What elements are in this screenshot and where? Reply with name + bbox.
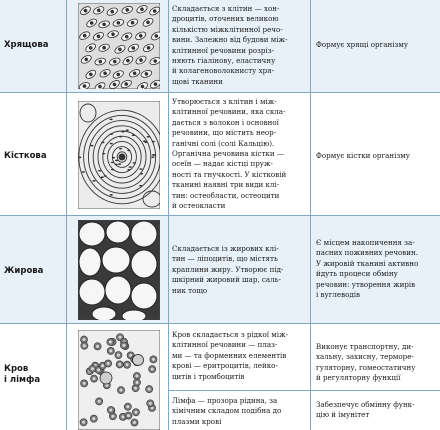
blood-function: Виконує транспортну, ди- хальну, захисну, терморе- гуляторну, гомеостатичну й регуляторну функції xyxy=(316,342,416,383)
column-divider xyxy=(168,0,169,430)
tissue-description: Утворюється з клітин і між- клітинної речовини, яка скла- дається з волокон і основної речовини, що містить неор- ганічні солі (солі Кальцію). Органічна речовина кістки — осеїн — надає кістці пруж- ності та гнучкості. У кістковій тканині наявні три види клі- тин: остеобласти, остеоцити й остеокласти xyxy=(172,97,287,211)
tissue-function: Є місцем накопичення за- пасних поживних речовин. У жировій тканині активно йдуть процеси обміну речовин: утворення жирів і вуглеводів xyxy=(316,238,419,300)
tissue-description: Складається з клітин — хон- дроцитів, оточених великою кількістю міжклітинної речо- вини. Залежно від будови між- клітинної речовини розріз- няють гіалінову, еластичну й колагеноволокнисту хря- щові тканини xyxy=(172,4,288,86)
adipose-image xyxy=(78,220,160,320)
tissue-name: Кісткова xyxy=(4,151,47,161)
tissue-function: Формує хрящі організму xyxy=(316,40,409,49)
blood-description: Кров складається з рідкої між- клітинної речовини — плаз- ми — та форменних елементів крові — еритроцитів, лейко- цитів і тромбоцитів xyxy=(172,330,288,381)
blood-illustration xyxy=(78,330,160,430)
tissue-name: Хрящова xyxy=(4,40,49,50)
cartilage-illustration xyxy=(78,3,160,89)
bone-image xyxy=(78,101,160,209)
column-divider xyxy=(310,0,311,430)
lymph-function: Забезпечує обмінну функ- цію й імунітет xyxy=(316,400,415,420)
tissue-name: Кров і лімфа xyxy=(4,364,41,385)
tissue-name: Жирова xyxy=(4,266,44,276)
blood-lymph-divider xyxy=(168,390,440,391)
bone-illustration xyxy=(78,101,160,209)
cartilage-image xyxy=(78,3,160,89)
column-divider xyxy=(66,0,67,430)
blood-image xyxy=(78,330,160,430)
tissue-description: Складається із жирових клі- тин — ліпоцитів, що містять краплини жиру. Утворює під- шкірний жировий шар, саль- ник тощо xyxy=(172,244,284,295)
tissue-function: Формує кістки організму xyxy=(316,151,410,160)
lymph-description: Лімфа — прозора рідина, за хімічним складом подібна до плазми крові xyxy=(172,396,282,426)
adipose-illustration xyxy=(78,220,160,320)
